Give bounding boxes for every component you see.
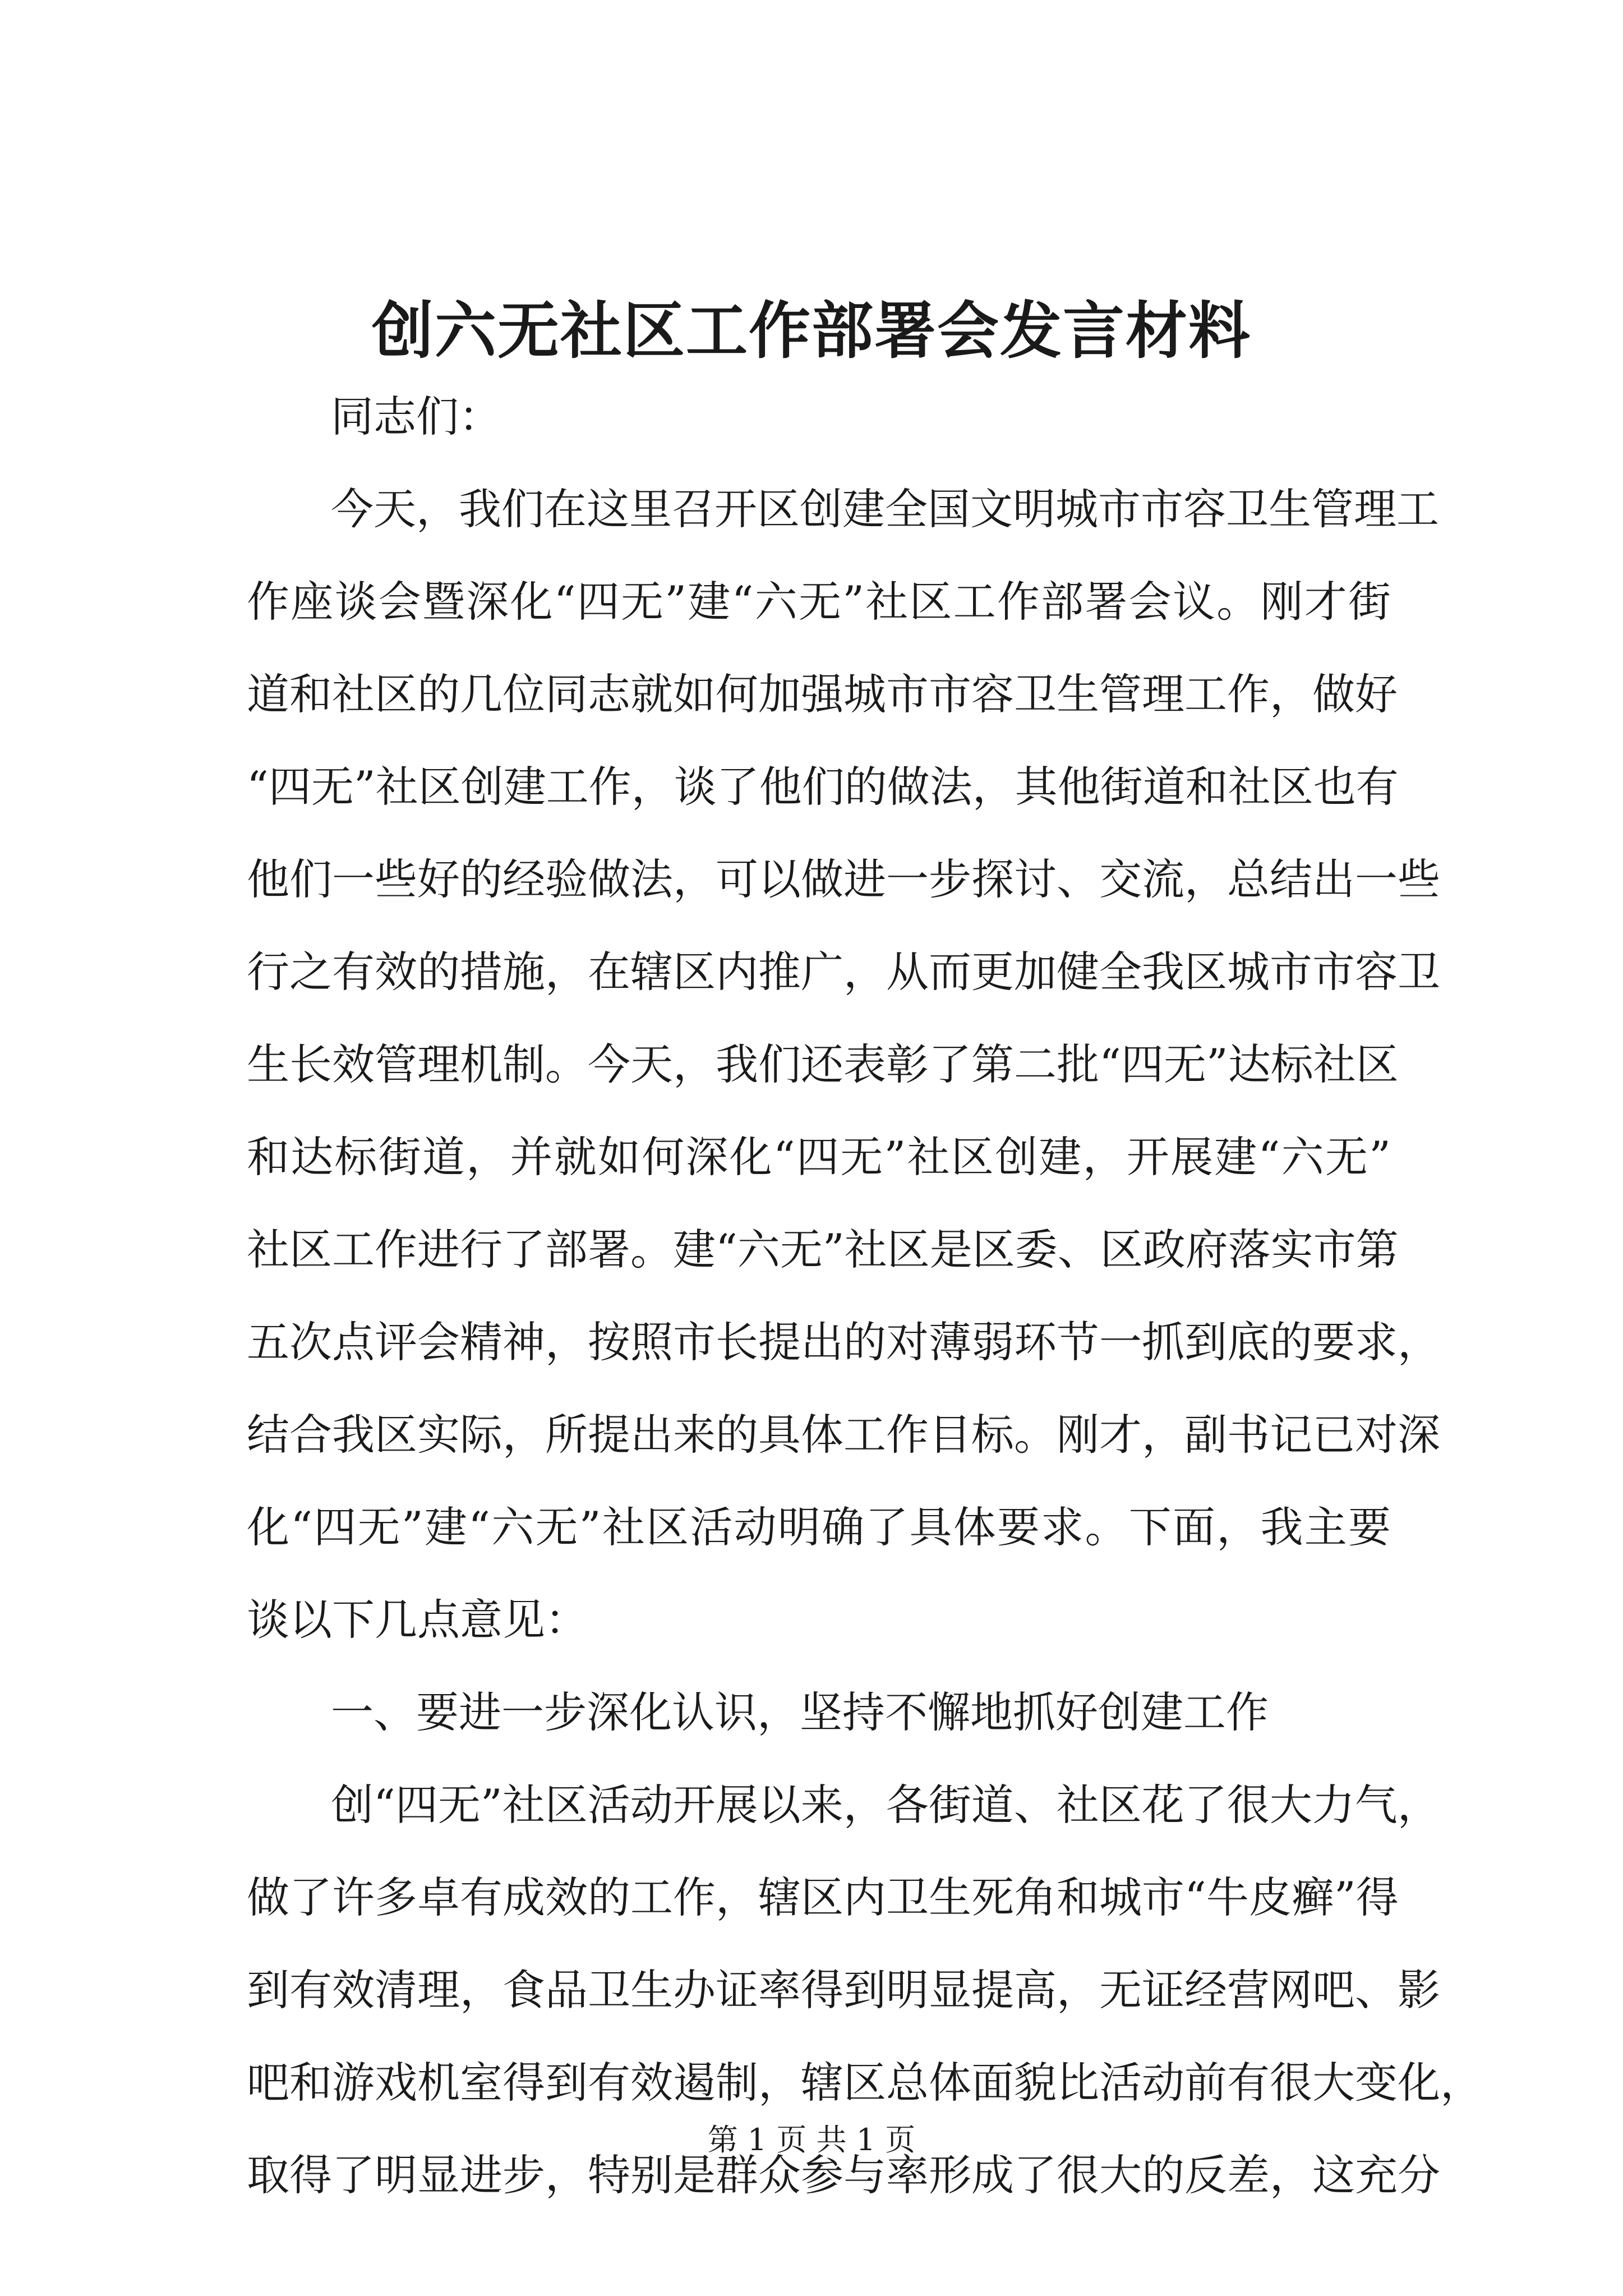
paragraph-line: 他们一些好的经验做法，可以做进一步探讨、交流，总结出一些 <box>247 854 1440 904</box>
paragraph-line: 行之有效的措施，在辖区内推广，从而更加健全我区城市市容卫 <box>247 947 1440 997</box>
section-heading: 一、要进一步深化认识，坚持不懈地抓好创建工作 <box>331 1687 1269 1737</box>
paragraph-line: 到有效清理，食品卫生办证率得到明显提高，无证经营网吧、影 <box>247 1965 1440 2015</box>
paragraph-line: “四无”社区创建工作，谈了他们的做法，其他街道和社区也有 <box>247 762 1399 812</box>
paragraph-line: 和达标街道，并就如何深化“四无”社区创建，开展建“六无” <box>247 1132 1391 1182</box>
paragraph-line: 道和社区的几位同志就如何加强城市市容卫生管理工作，做好 <box>247 669 1398 719</box>
paragraph-line: 结合我区实际，所提出来的具体工作目标。刚才，副书记已对深 <box>247 1410 1440 1460</box>
document-body <box>247 370 1483 2221</box>
paragraph-line: 作座谈会暨深化“四无”建“六无”社区工作部署会议。刚才街 <box>247 577 1391 627</box>
paragraph-line: 今天，我们在这里召开区创建全国文明城市市容卫生管理工 <box>331 484 1439 534</box>
paragraph-line: 取得了明显进步，特别是群众参与率形成了很大的反差，这充分 <box>247 2150 1440 2200</box>
page-footer: 第 1 页 共 1 页 <box>707 2122 916 2157</box>
paragraph-line: 生长效管理机制。今天，我们还表彰了第二批“四无”达标社区 <box>247 1039 1399 1089</box>
paragraph-line: 创“四无”社区活动开展以来，各街道、社区花了很大力气， <box>331 1780 1440 1830</box>
paragraph-line: 谈以下几点意见： <box>247 1595 588 1645</box>
paragraph-line: 做了许多卓有成效的工作，辖区内卫生死角和城市“牛皮癣”得 <box>247 1872 1399 1922</box>
document-title: 创六无社区工作部署会发言材料 <box>372 295 1251 367</box>
paragraph-line: 化“四无”建“六无”社区活动明确了具体要求。下面，我主要 <box>247 1502 1391 1552</box>
paragraph-line: 五次点评会精神，按照市长提出的对薄弱环节一抓到底的要求， <box>247 1317 1440 1367</box>
paragraph-line: 社区工作进行了部署。建“六无”社区是区委、区政府落实市第 <box>247 1225 1399 1274</box>
paragraph-line: 吧和游戏机室得到有效遏制，辖区总体面貌比活动前有很大变化， <box>247 2058 1483 2108</box>
salutation-line: 同志们： <box>331 392 501 441</box>
